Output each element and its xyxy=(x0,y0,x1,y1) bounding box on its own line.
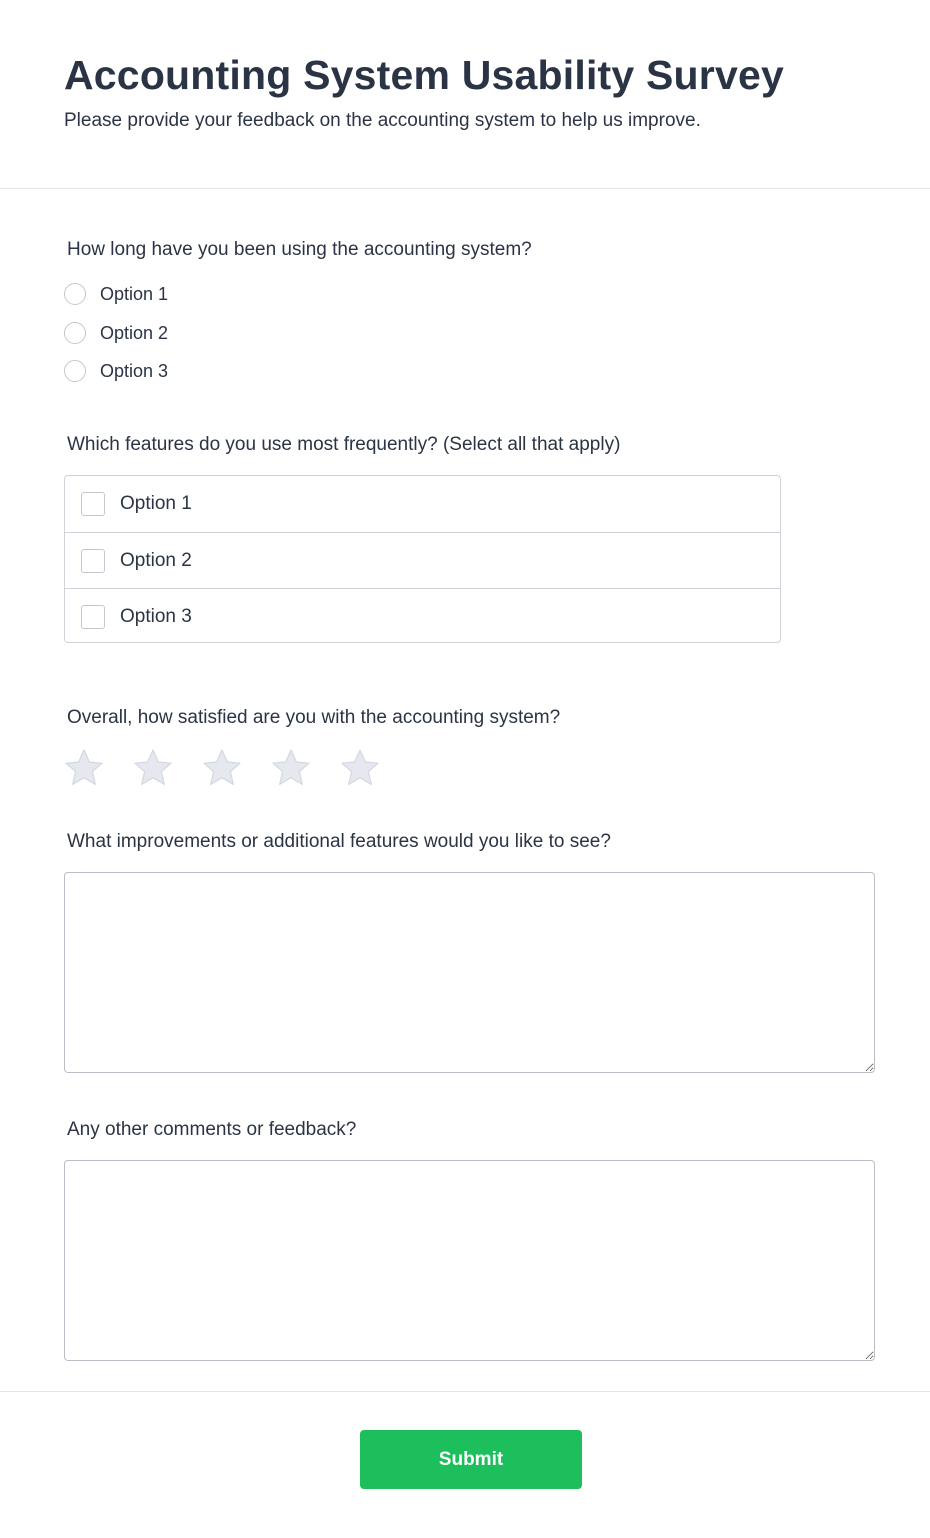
checkbox[interactable] xyxy=(81,549,105,573)
star-outline-icon[interactable] xyxy=(133,748,173,788)
question-improvements-label: What improvements or additional features would you like to see? xyxy=(67,831,611,852)
radio-option-label: Option 1 xyxy=(100,283,169,304)
submit-button[interactable]: Submit xyxy=(360,1430,582,1489)
star-outline-icon[interactable] xyxy=(271,748,311,788)
features-checkbox-group xyxy=(64,475,781,643)
checkbox-option-label: Option 1 xyxy=(120,493,192,514)
radio-circle[interactable] xyxy=(64,360,86,382)
question-features-label: Which features do you use most frequently? (Select all that apply) xyxy=(67,434,621,455)
improvements-textarea[interactable] xyxy=(64,872,875,1073)
radio-option-1[interactable] xyxy=(64,281,168,307)
radio-option-2[interactable] xyxy=(64,320,168,346)
checkbox-option-3[interactable] xyxy=(65,588,780,644)
page-subtitle: Please provide your feedback on the accounting system to help us improve. xyxy=(64,110,701,131)
question-usage-duration-label: How long have you been using the accounting system? xyxy=(67,239,532,260)
radio-circle[interactable] xyxy=(64,283,86,305)
checkbox-option-1[interactable] xyxy=(65,476,780,532)
question-satisfaction-label: Overall, how satisfied are you with the accounting system? xyxy=(67,707,561,728)
comments-textarea[interactable] xyxy=(64,1160,875,1361)
checkbox[interactable] xyxy=(81,492,105,516)
question-comments-label: Any other comments or feedback? xyxy=(67,1119,357,1140)
checkbox-option-label: Option 2 xyxy=(120,549,192,571)
checkbox[interactable] xyxy=(81,605,105,629)
star-outline-icon[interactable] xyxy=(64,748,104,788)
checkbox-option-2[interactable] xyxy=(65,532,780,588)
star-outline-icon[interactable] xyxy=(340,748,380,788)
footer-divider xyxy=(0,1391,930,1392)
checkbox-option-label: Option 3 xyxy=(120,605,192,627)
survey-header xyxy=(0,0,930,189)
radio-circle[interactable] xyxy=(64,322,86,344)
star-outline-icon[interactable] xyxy=(202,748,242,788)
radio-option-label: Option 2 xyxy=(100,322,169,343)
page-title: Accounting System Usability Survey xyxy=(64,52,784,98)
radio-option-3[interactable] xyxy=(64,358,168,384)
radio-option-label: Option 3 xyxy=(100,360,169,381)
